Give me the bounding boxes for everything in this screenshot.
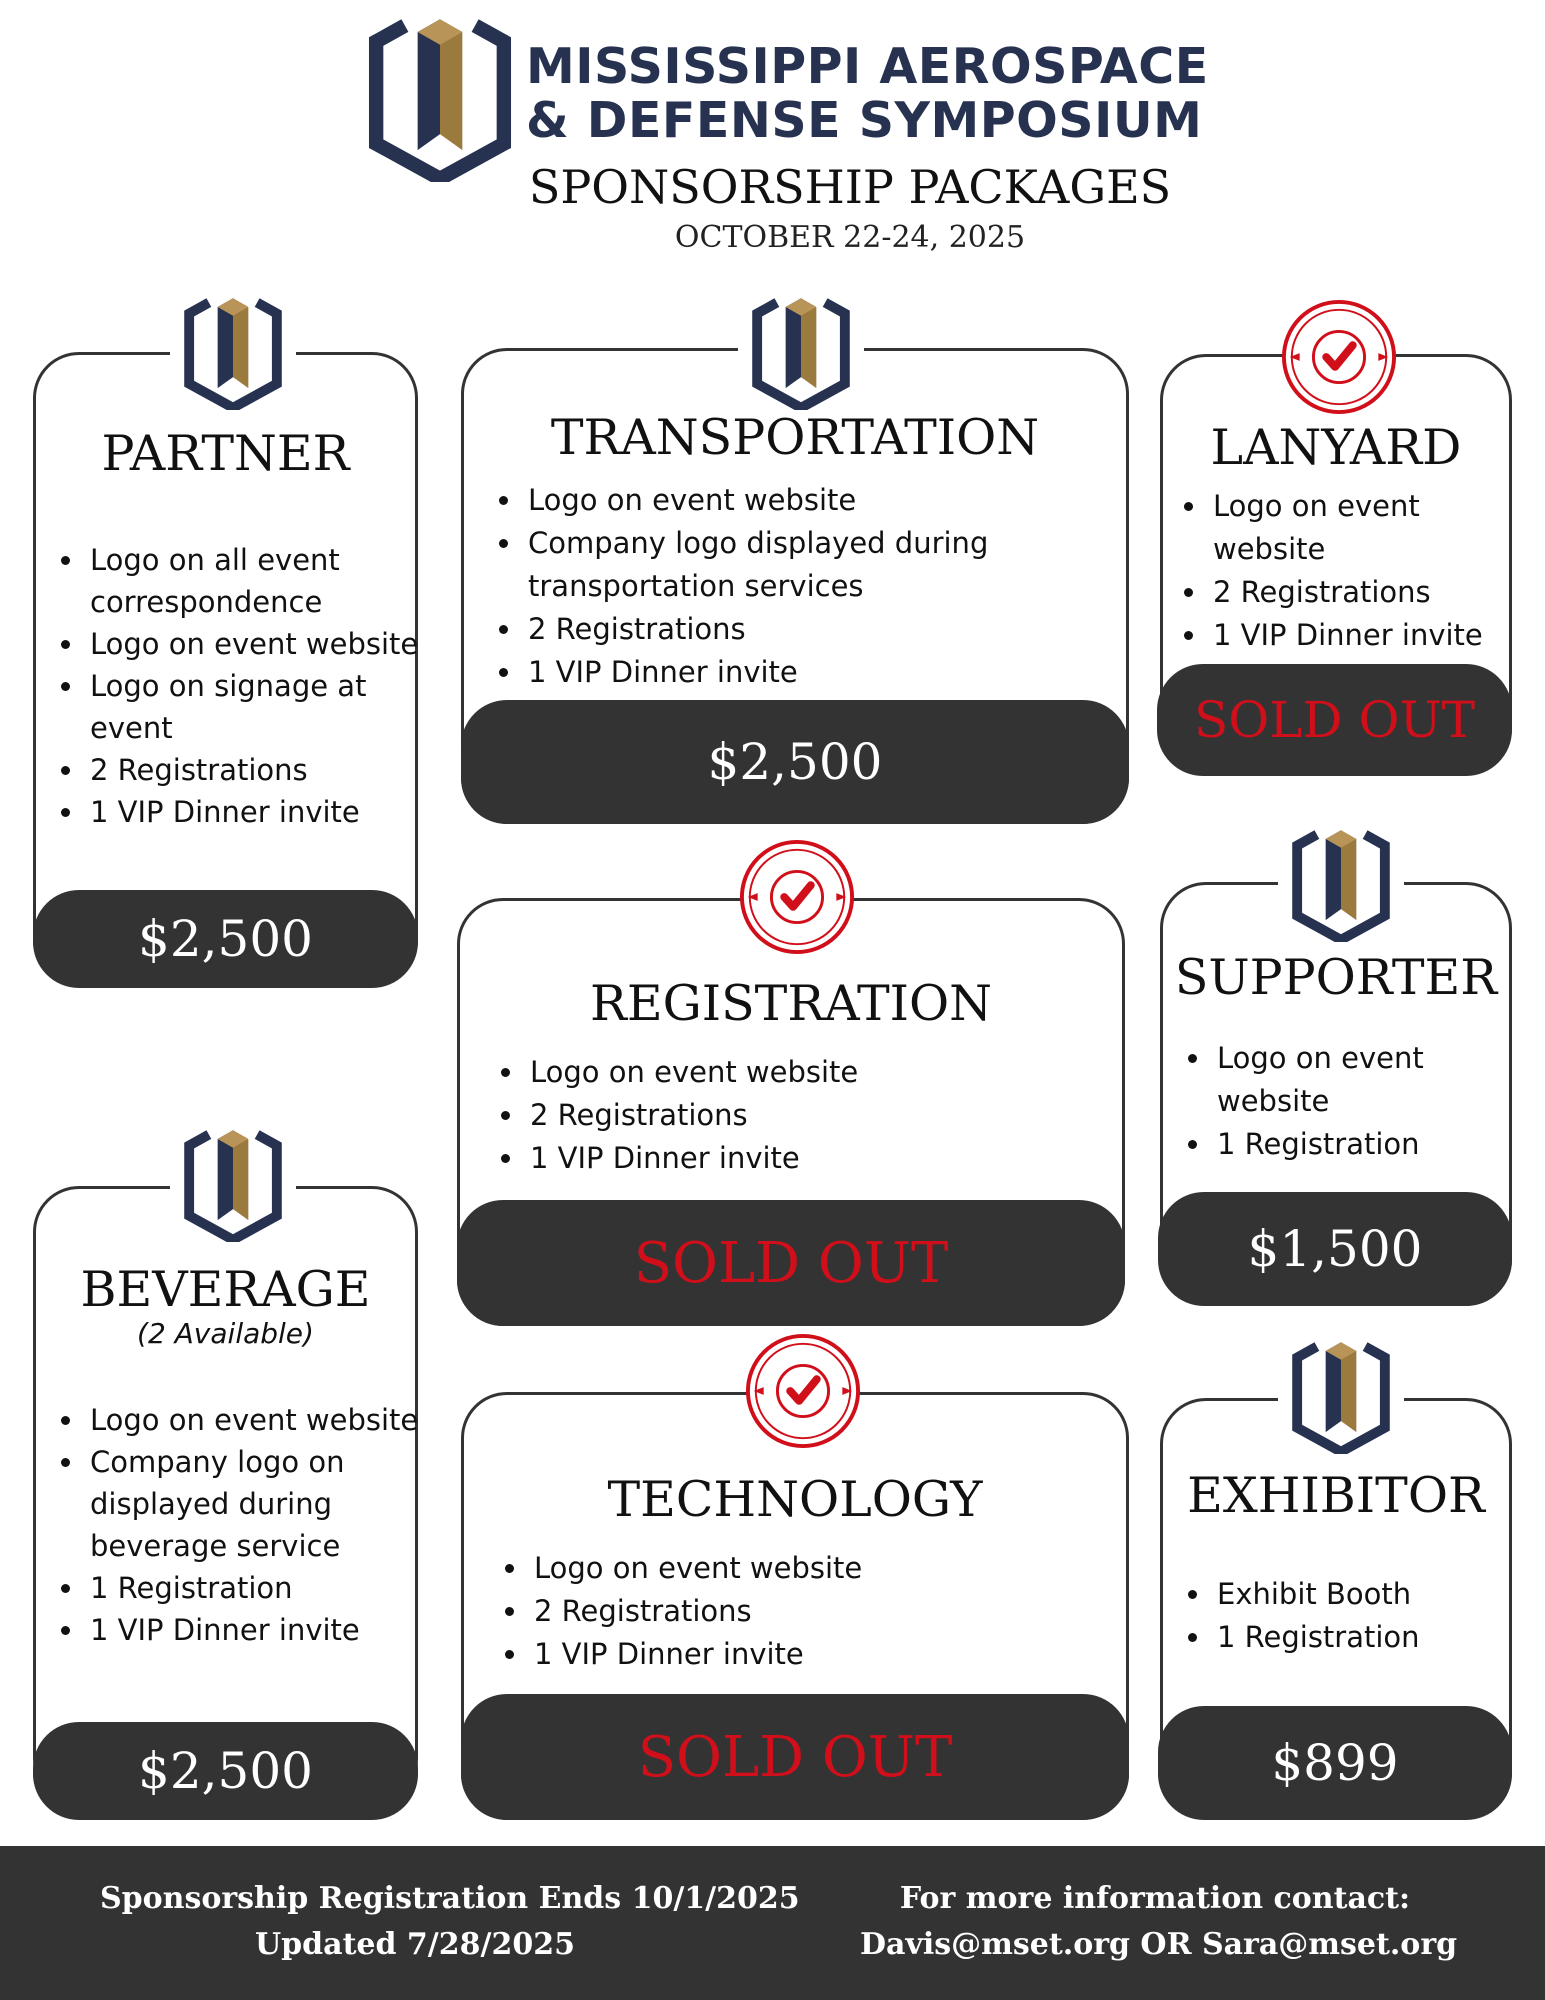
feature-item: • 1 Registration (86, 1567, 444, 1609)
package-title: LANYARD (1210, 419, 1462, 476)
symposium-logo (360, 16, 520, 182)
feature-item: • Logo on event website (1213, 1037, 1533, 1123)
feature-list (1177, 1037, 1533, 1166)
package-title: BEVERAGE (80, 1261, 371, 1318)
feature-item: • Logo on event website (530, 1547, 1130, 1590)
sold-out-pill: SOLD OUT (1157, 664, 1512, 776)
page-title: SPONSORSHIP PACKAGES (528, 160, 1172, 214)
sold-out-stamp-icon (744, 1332, 862, 1450)
last-updated: Updated 7/28/2025 (255, 1927, 575, 1962)
contact-label: For more information contact: (899, 1881, 1411, 1916)
sold-out-stamp-icon (1280, 298, 1398, 416)
symposium-logo-icon (170, 296, 296, 410)
price-pill: $1,500 (1158, 1192, 1512, 1306)
feature-item: • Logo on event website (526, 1051, 1126, 1094)
feature-item: • Company logo displayed during transportation services (524, 522, 1124, 608)
price-pill: $2,500 (33, 890, 418, 988)
footer-bar (0, 1846, 1545, 2000)
symposium-logo-icon (738, 296, 864, 410)
feature-item: • 1 VIP Dinner invite (1209, 614, 1539, 657)
registration-deadline: Sponsorship Registration Ends 10/1/2025 (100, 1881, 800, 1916)
feature-item: • 1 VIP Dinner invite (524, 651, 1124, 694)
feature-list (1173, 485, 1539, 657)
package-title: PARTNER (101, 425, 350, 482)
package-card-beverage (33, 1186, 418, 1804)
org-name-line1: MISSISSIPPI AEROSPACE (526, 38, 1209, 95)
feature-item: • 2 Registrations (530, 1590, 1130, 1633)
org-name-line2: & DEFENSE SYMPOSIUM (526, 92, 1203, 149)
feature-item: • Exhibit Booth (1213, 1573, 1533, 1616)
sold-out-pill: SOLD OUT (461, 1694, 1129, 1820)
feature-item: • 1 VIP Dinner invite (530, 1633, 1130, 1676)
feature-item: • Logo on event website (524, 479, 1124, 522)
feature-item: • 1 VIP Dinner invite (526, 1137, 1126, 1180)
feature-item: • 1 VIP Dinner invite (86, 791, 444, 833)
package-title: REGISTRATION (589, 975, 993, 1032)
package-title: TECHNOLOGY (607, 1471, 983, 1528)
event-dates: OCTOBER 22-24, 2025 (674, 220, 1026, 255)
package-title: EXHIBITOR (1187, 1467, 1485, 1524)
symposium-logo-icon (1278, 1340, 1404, 1454)
feature-item: • 1 VIP Dinner invite (86, 1609, 444, 1651)
feature-item: • 2 Registrations (526, 1094, 1126, 1137)
feature-item: • Logo on event website (86, 1399, 444, 1441)
contact-emails[interactable]: Davis@mset.org OR Sara@mset.org (860, 1927, 1458, 1962)
feature-item: • 1 Registration (1213, 1616, 1533, 1659)
package-title: TRANSPORTATION (550, 409, 1040, 466)
feature-item: • Logo on event website (86, 623, 444, 665)
feature-item: • 2 Registrations (1209, 571, 1539, 614)
price-pill: $899 (1158, 1706, 1512, 1820)
package-availability: (2 Available) (137, 1317, 314, 1350)
feature-list (50, 539, 444, 833)
price-pill: $2,500 (461, 700, 1129, 824)
sold-out-stamp-icon (738, 838, 856, 956)
feature-list (494, 1547, 1130, 1676)
feature-item: • Logo on all event correspondence (86, 539, 444, 623)
symposium-logo-icon (1278, 828, 1404, 942)
feature-item: • Logo on event website (1209, 485, 1539, 571)
feature-list (1177, 1573, 1533, 1659)
feature-list (490, 1051, 1126, 1180)
feature-list (488, 479, 1124, 694)
feature-item: • 1 Registration (1213, 1123, 1533, 1166)
symposium-logo-icon (170, 1128, 296, 1242)
package-title: SUPPORTER (1174, 949, 1498, 1006)
feature-item: • Company logo on displayed during beverage service (86, 1441, 444, 1567)
feature-list (50, 1399, 444, 1651)
sold-out-pill: SOLD OUT (457, 1200, 1125, 1326)
feature-item: • 2 Registrations (86, 749, 444, 791)
price-pill: $2,500 (33, 1722, 418, 1820)
feature-item: • Logo on signage at event (86, 665, 444, 749)
feature-item: • 2 Registrations (524, 608, 1124, 651)
